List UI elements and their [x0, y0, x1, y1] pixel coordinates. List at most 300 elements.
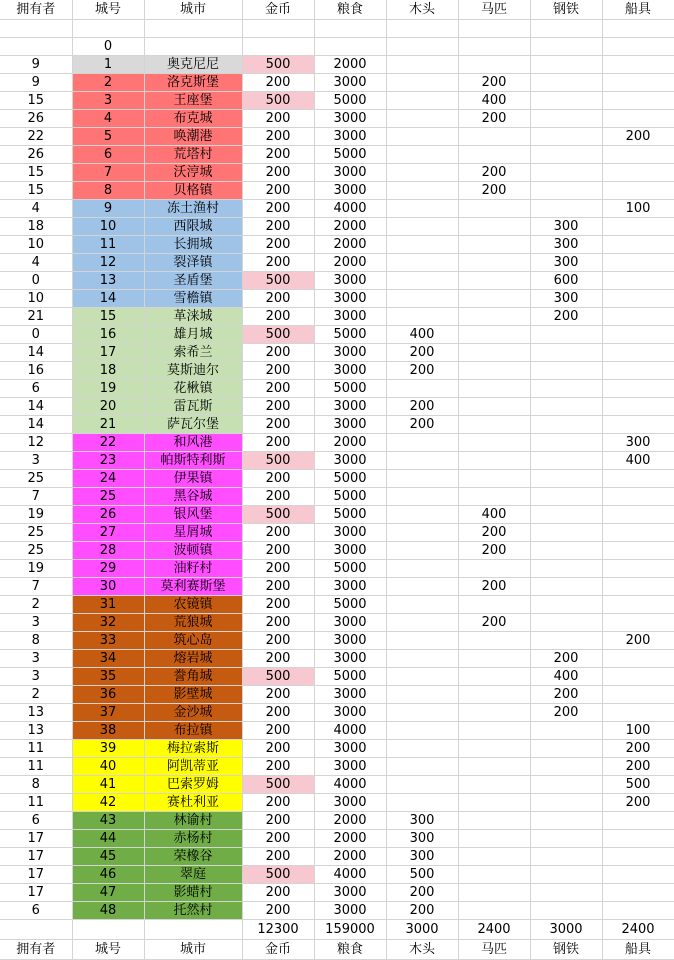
cell-owner[interactable]: 3 [0, 452, 72, 470]
cell-gold[interactable]: 200 [242, 236, 314, 254]
cell-food[interactable]: 4000 [314, 776, 386, 794]
cell-city-name[interactable]: 金沙城 [144, 704, 242, 722]
header-city-id[interactable]: 城号 [72, 0, 144, 20]
cell-gold[interactable]: 200 [242, 146, 314, 164]
cell-wood[interactable]: 300 [386, 830, 458, 848]
cell-steel[interactable] [530, 902, 602, 920]
cell-steel[interactable] [530, 812, 602, 830]
cell-ship[interactable] [602, 488, 674, 506]
cell-wood[interactable]: 200 [386, 398, 458, 416]
cell-food[interactable]: 3000 [314, 308, 386, 326]
cell-ship[interactable] [602, 110, 674, 128]
cell-food[interactable]: 5000 [314, 488, 386, 506]
cell-wood[interactable] [386, 758, 458, 776]
cell-food[interactable]: 3000 [314, 344, 386, 362]
cell-wood[interactable]: 200 [386, 884, 458, 902]
cell-food[interactable]: 4000 [314, 866, 386, 884]
cell-ship[interactable] [602, 344, 674, 362]
cell-food[interactable]: 3000 [314, 524, 386, 542]
cell-ship[interactable] [602, 362, 674, 380]
cell[interactable] [144, 38, 242, 56]
cell-ship[interactable]: 200 [602, 740, 674, 758]
cell-horse[interactable] [458, 884, 530, 902]
cell-city-id[interactable]: 14 [72, 290, 144, 308]
cell-city-name[interactable]: 裂泽镇 [144, 254, 242, 272]
cell-food[interactable]: 3000 [314, 182, 386, 200]
cell-steel[interactable] [530, 794, 602, 812]
cell-gold[interactable]: 200 [242, 416, 314, 434]
cell-horse[interactable]: 200 [458, 542, 530, 560]
cell-ship[interactable] [602, 182, 674, 200]
cell-ship[interactable]: 200 [602, 794, 674, 812]
cell-gold[interactable]: 200 [242, 902, 314, 920]
cell-food[interactable]: 5000 [314, 326, 386, 344]
cell-owner[interactable]: 13 [0, 722, 72, 740]
cell-city-id[interactable]: 33 [72, 632, 144, 650]
cell-steel[interactable] [530, 776, 602, 794]
cell-horse[interactable] [458, 488, 530, 506]
cell-horse[interactable] [458, 362, 530, 380]
cell-food[interactable]: 3000 [314, 452, 386, 470]
cell-city-id[interactable]: 15 [72, 308, 144, 326]
cell-food[interactable]: 3000 [314, 758, 386, 776]
cell[interactable] [458, 38, 530, 56]
cell-steel[interactable] [530, 470, 602, 488]
cell-gold[interactable]: 200 [242, 470, 314, 488]
cell-owner[interactable]: 4 [0, 254, 72, 272]
cell-food[interactable]: 5000 [314, 146, 386, 164]
cell-ship[interactable] [602, 542, 674, 560]
cell-city-id[interactable]: 1 [72, 56, 144, 74]
cell-owner[interactable]: 22 [0, 128, 72, 146]
cell-owner[interactable]: 13 [0, 704, 72, 722]
cell-steel[interactable] [530, 740, 602, 758]
cell-city-id[interactable]: 19 [72, 380, 144, 398]
cell-gold[interactable]: 200 [242, 722, 314, 740]
cell-food[interactable]: 2000 [314, 434, 386, 452]
cell-gold[interactable]: 200 [242, 110, 314, 128]
cell-gold[interactable]: 200 [242, 164, 314, 182]
cell-city-name[interactable]: 熔岩城 [144, 650, 242, 668]
cell-ship[interactable] [602, 884, 674, 902]
cell-owner[interactable]: 19 [0, 560, 72, 578]
cell-owner[interactable]: 0 [0, 272, 72, 290]
cell-owner[interactable]: 6 [0, 380, 72, 398]
cell-gold[interactable]: 200 [242, 848, 314, 866]
cell-city-id[interactable]: 20 [72, 398, 144, 416]
cell-city-name[interactable]: 筑心岛 [144, 632, 242, 650]
cell-steel[interactable]: 600 [530, 272, 602, 290]
total-horse[interactable]: 2400 [458, 920, 530, 940]
cell-owner[interactable]: 21 [0, 308, 72, 326]
cell-owner[interactable]: 6 [0, 902, 72, 920]
cell-gold[interactable]: 200 [242, 128, 314, 146]
total-wood[interactable]: 3000 [386, 920, 458, 940]
cell-food[interactable]: 2000 [314, 254, 386, 272]
cell-owner[interactable]: 17 [0, 830, 72, 848]
header-horse[interactable]: 马匹 [458, 0, 530, 20]
cell-city-name[interactable]: 索希兰 [144, 344, 242, 362]
cell-horse[interactable] [458, 794, 530, 812]
cell-gold[interactable]: 200 [242, 542, 314, 560]
cell-city-id[interactable]: 26 [72, 506, 144, 524]
cell-city-name[interactable]: 托然村 [144, 902, 242, 920]
cell-city-name[interactable]: 革涞城 [144, 308, 242, 326]
cell-city-name[interactable]: 阿凯蒂亚 [144, 758, 242, 776]
cell-food[interactable]: 3000 [314, 686, 386, 704]
cell-food[interactable]: 3000 [314, 128, 386, 146]
header-wood[interactable]: 木头 [386, 0, 458, 20]
header-owner[interactable]: 拥有者 [0, 0, 72, 20]
cell-gold[interactable]: 200 [242, 794, 314, 812]
cell-steel[interactable] [530, 560, 602, 578]
cell-food[interactable]: 5000 [314, 470, 386, 488]
cell-owner[interactable]: 7 [0, 578, 72, 596]
cell-food[interactable]: 2000 [314, 830, 386, 848]
cell-city-name[interactable]: 荒塔村 [144, 146, 242, 164]
cell-horse[interactable] [458, 326, 530, 344]
cell-city-name[interactable]: 布拉镇 [144, 722, 242, 740]
cell-ship[interactable] [602, 254, 674, 272]
cell-steel[interactable] [530, 434, 602, 452]
cell-city-name[interactable]: 莫利赛斯堡 [144, 578, 242, 596]
cell[interactable] [458, 20, 530, 38]
cell-ship[interactable]: 200 [602, 632, 674, 650]
cell-gold[interactable]: 200 [242, 686, 314, 704]
cell-city-name[interactable]: 翠庭 [144, 866, 242, 884]
cell-owner[interactable]: 15 [0, 92, 72, 110]
cell-horse[interactable] [458, 830, 530, 848]
header-gold[interactable]: 金币 [242, 0, 314, 20]
cell-steel[interactable]: 200 [530, 650, 602, 668]
cell-steel[interactable]: 400 [530, 668, 602, 686]
cell-city-id[interactable]: 44 [72, 830, 144, 848]
cell-steel[interactable] [530, 848, 602, 866]
cell-city-name[interactable]: 影壁城 [144, 686, 242, 704]
cell-city-id[interactable]: 47 [72, 884, 144, 902]
cell-steel[interactable] [530, 398, 602, 416]
cell-gold[interactable]: 500 [242, 776, 314, 794]
cell-owner[interactable]: 25 [0, 524, 72, 542]
header-owner[interactable]: 拥有者 [0, 940, 72, 960]
cell-wood[interactable]: 200 [386, 362, 458, 380]
cell-wood[interactable] [386, 560, 458, 578]
cell-horse[interactable] [458, 128, 530, 146]
cell-steel[interactable] [530, 758, 602, 776]
cell-food[interactable]: 3000 [314, 542, 386, 560]
cell-city-id[interactable]: 23 [72, 452, 144, 470]
cell-city-id[interactable]: 10 [72, 218, 144, 236]
cell-wood[interactable] [386, 596, 458, 614]
cell-owner[interactable]: 14 [0, 344, 72, 362]
cell-ship[interactable] [602, 290, 674, 308]
cell-owner[interactable]: 25 [0, 470, 72, 488]
cell-ship[interactable] [602, 524, 674, 542]
cell-horse[interactable] [458, 686, 530, 704]
cell-city-id[interactable]: 27 [72, 524, 144, 542]
cell-food[interactable]: 5000 [314, 596, 386, 614]
cell-gold[interactable]: 200 [242, 200, 314, 218]
cell-steel[interactable] [530, 416, 602, 434]
cell-owner[interactable]: 15 [0, 182, 72, 200]
cell-gold[interactable]: 200 [242, 704, 314, 722]
cell-wood[interactable] [386, 182, 458, 200]
cell-city-id[interactable]: 25 [72, 488, 144, 506]
cell-owner[interactable]: 3 [0, 650, 72, 668]
cell-city-name[interactable]: 奥克尼尼 [144, 56, 242, 74]
cell[interactable] [0, 38, 72, 56]
cell-city-name[interactable]: 圣盾堡 [144, 272, 242, 290]
cell-food[interactable]: 3000 [314, 740, 386, 758]
cell-city-name[interactable]: 花楸镇 [144, 380, 242, 398]
cell-city-name[interactable]: 荒狼城 [144, 614, 242, 632]
cell-horse[interactable]: 200 [458, 182, 530, 200]
total-city-name[interactable] [144, 920, 242, 940]
cell-owner[interactable]: 10 [0, 236, 72, 254]
cell-city-name[interactable]: 赛杜利亚 [144, 794, 242, 812]
cell-gold[interactable]: 200 [242, 524, 314, 542]
cell-steel[interactable] [530, 380, 602, 398]
cell-city-name[interactable]: 沃涥城 [144, 164, 242, 182]
cell-food[interactable]: 2000 [314, 812, 386, 830]
cell-horse[interactable] [458, 290, 530, 308]
cell-horse[interactable] [458, 560, 530, 578]
total-gold[interactable]: 12300 [242, 920, 314, 940]
cell-city-id[interactable]: 3 [72, 92, 144, 110]
cell-horse[interactable]: 200 [458, 110, 530, 128]
cell-ship[interactable] [602, 164, 674, 182]
cell-city-id[interactable]: 35 [72, 668, 144, 686]
cell-horse[interactable] [458, 236, 530, 254]
cell-city-id[interactable]: 6 [72, 146, 144, 164]
cell-horse[interactable]: 200 [458, 164, 530, 182]
cell-owner[interactable]: 19 [0, 506, 72, 524]
cell-food[interactable]: 2000 [314, 848, 386, 866]
cell-ship[interactable] [602, 398, 674, 416]
cell-horse[interactable] [458, 146, 530, 164]
cell-ship[interactable]: 300 [602, 434, 674, 452]
cell-wood[interactable] [386, 92, 458, 110]
cell-gold[interactable]: 200 [242, 362, 314, 380]
cell-city-name[interactable]: 西限城 [144, 218, 242, 236]
cell-city-name[interactable]: 和风港 [144, 434, 242, 452]
cell-owner[interactable]: 17 [0, 866, 72, 884]
cell-city-id[interactable]: 22 [72, 434, 144, 452]
cell-city-id[interactable]: 4 [72, 110, 144, 128]
cell-city-name[interactable]: 雪檐镇 [144, 290, 242, 308]
cell-city-name[interactable]: 莫斯迪尔 [144, 362, 242, 380]
cell[interactable] [0, 20, 72, 38]
cell-gold[interactable]: 200 [242, 488, 314, 506]
cell-ship[interactable]: 400 [602, 452, 674, 470]
cell[interactable] [72, 20, 144, 38]
cell-ship[interactable] [602, 416, 674, 434]
cell-steel[interactable]: 300 [530, 218, 602, 236]
cell-gold[interactable]: 200 [242, 740, 314, 758]
cell-city-name[interactable]: 黑谷城 [144, 488, 242, 506]
header-city-name[interactable]: 城市 [144, 0, 242, 20]
cell-horse[interactable] [458, 398, 530, 416]
cell-city-name[interactable]: 赤杨村 [144, 830, 242, 848]
cell-food[interactable]: 3000 [314, 704, 386, 722]
cell-horse[interactable] [458, 434, 530, 452]
cell-horse[interactable]: 200 [458, 578, 530, 596]
cell-wood[interactable] [386, 200, 458, 218]
cell-wood[interactable] [386, 74, 458, 92]
cell-food[interactable]: 3000 [314, 650, 386, 668]
cell[interactable] [602, 38, 674, 56]
cell-wood[interactable] [386, 488, 458, 506]
total-steel[interactable]: 3000 [530, 920, 602, 940]
cell-wood[interactable] [386, 650, 458, 668]
cell-city-id[interactable]: 38 [72, 722, 144, 740]
cell-steel[interactable] [530, 164, 602, 182]
cell-city-id[interactable]: 42 [72, 794, 144, 812]
cell-horse[interactable] [458, 308, 530, 326]
cell-gold[interactable]: 500 [242, 56, 314, 74]
cell-gold[interactable]: 200 [242, 344, 314, 362]
cell[interactable] [386, 20, 458, 38]
cell-ship[interactable] [602, 92, 674, 110]
cell-gold[interactable]: 500 [242, 326, 314, 344]
cell-gold[interactable]: 200 [242, 308, 314, 326]
cell-steel[interactable] [530, 506, 602, 524]
cell-city-name[interactable]: 洛克斯堡 [144, 74, 242, 92]
cell-steel[interactable] [530, 614, 602, 632]
cell-wood[interactable] [386, 290, 458, 308]
cell-gold[interactable]: 200 [242, 596, 314, 614]
cell-food[interactable]: 3000 [314, 902, 386, 920]
cell-city-name[interactable]: 荣橡谷 [144, 848, 242, 866]
total-city-id[interactable] [72, 920, 144, 940]
cell-wood[interactable] [386, 110, 458, 128]
cell-wood[interactable] [386, 524, 458, 542]
cell-steel[interactable]: 300 [530, 236, 602, 254]
cell-gold[interactable]: 200 [242, 614, 314, 632]
cell-city-name[interactable]: 影蜡村 [144, 884, 242, 902]
cell-gold[interactable]: 200 [242, 434, 314, 452]
cell-city-id[interactable]: 46 [72, 866, 144, 884]
cell-city-name[interactable]: 星屑城 [144, 524, 242, 542]
cell-ship[interactable] [602, 380, 674, 398]
cell-food[interactable]: 3000 [314, 164, 386, 182]
cell-owner[interactable]: 2 [0, 686, 72, 704]
cell-horse[interactable]: 200 [458, 614, 530, 632]
cell-horse[interactable] [458, 452, 530, 470]
cell-city-name[interactable]: 伊果镇 [144, 470, 242, 488]
cell-ship[interactable] [602, 506, 674, 524]
cell-gold[interactable]: 500 [242, 92, 314, 110]
cell-food[interactable]: 5000 [314, 506, 386, 524]
cell-city-id[interactable]: 21 [72, 416, 144, 434]
cell-horse[interactable] [458, 812, 530, 830]
cell-owner[interactable]: 17 [0, 884, 72, 902]
cell-ship[interactable] [602, 812, 674, 830]
cell-owner[interactable]: 10 [0, 290, 72, 308]
cell-food[interactable]: 3000 [314, 272, 386, 290]
cell-city-id[interactable]: 8 [72, 182, 144, 200]
cell-horse[interactable] [458, 704, 530, 722]
cell-ship[interactable] [602, 560, 674, 578]
header-horse[interactable]: 马匹 [458, 940, 530, 960]
cell-wood[interactable] [386, 668, 458, 686]
cell-ship[interactable] [602, 146, 674, 164]
cell-ship[interactable] [602, 218, 674, 236]
cell-steel[interactable] [530, 884, 602, 902]
cell-food[interactable]: 3000 [314, 110, 386, 128]
cell-food[interactable]: 3000 [314, 398, 386, 416]
cell-city-name[interactable]: 冻土渔村 [144, 200, 242, 218]
cell-city-id[interactable]: 24 [72, 470, 144, 488]
cell-steel[interactable] [530, 344, 602, 362]
cell-steel[interactable] [530, 74, 602, 92]
cell[interactable] [144, 20, 242, 38]
cell-owner[interactable]: 8 [0, 632, 72, 650]
cell-steel[interactable] [530, 632, 602, 650]
cell-horse[interactable] [458, 200, 530, 218]
cell-steel[interactable] [530, 542, 602, 560]
cell-horse[interactable] [458, 254, 530, 272]
cell-steel[interactable] [530, 146, 602, 164]
cell-horse[interactable] [458, 776, 530, 794]
header-steel[interactable]: 钢铁 [530, 940, 602, 960]
cell-ship[interactable] [602, 866, 674, 884]
cell-city-id[interactable]: 37 [72, 704, 144, 722]
header-city-name[interactable]: 城市 [144, 940, 242, 960]
cell-steel[interactable]: 200 [530, 686, 602, 704]
cell-ship[interactable] [602, 74, 674, 92]
cell-steel[interactable] [530, 830, 602, 848]
cell-wood[interactable]: 500 [386, 866, 458, 884]
cell-city-id[interactable]: 5 [72, 128, 144, 146]
cell[interactable] [602, 20, 674, 38]
cell-wood[interactable] [386, 794, 458, 812]
cell-wood[interactable]: 300 [386, 848, 458, 866]
cell-city-id[interactable]: 18 [72, 362, 144, 380]
cell-wood[interactable] [386, 218, 458, 236]
cell-ship[interactable] [602, 272, 674, 290]
cell-horse[interactable] [458, 56, 530, 74]
header-gold[interactable]: 金币 [242, 940, 314, 960]
cell-owner[interactable]: 15 [0, 164, 72, 182]
cell[interactable] [242, 20, 314, 38]
cell-wood[interactable] [386, 614, 458, 632]
cell-horse[interactable] [458, 344, 530, 362]
cell-gold[interactable]: 500 [242, 866, 314, 884]
cell-steel[interactable] [530, 128, 602, 146]
cell-owner[interactable]: 11 [0, 794, 72, 812]
header-food[interactable]: 粮食 [314, 0, 386, 20]
cell-owner[interactable]: 11 [0, 758, 72, 776]
cell-owner[interactable]: 2 [0, 596, 72, 614]
cell-city-name[interactable]: 唤潮港 [144, 128, 242, 146]
cell-wood[interactable] [386, 272, 458, 290]
cell-steel[interactable] [530, 92, 602, 110]
cell-steel[interactable] [530, 56, 602, 74]
cell-wood[interactable] [386, 380, 458, 398]
cell-horse[interactable] [458, 218, 530, 236]
cell-gold[interactable]: 500 [242, 506, 314, 524]
cell-city-id[interactable]: 13 [72, 272, 144, 290]
cell-gold[interactable]: 200 [242, 218, 314, 236]
cell-ship[interactable]: 100 [602, 722, 674, 740]
cell-wood[interactable] [386, 704, 458, 722]
cell-horse[interactable]: 400 [458, 506, 530, 524]
cell-gold[interactable]: 200 [242, 560, 314, 578]
cell-steel[interactable] [530, 866, 602, 884]
cell-city-name[interactable]: 王座堡 [144, 92, 242, 110]
cell-steel[interactable] [530, 182, 602, 200]
